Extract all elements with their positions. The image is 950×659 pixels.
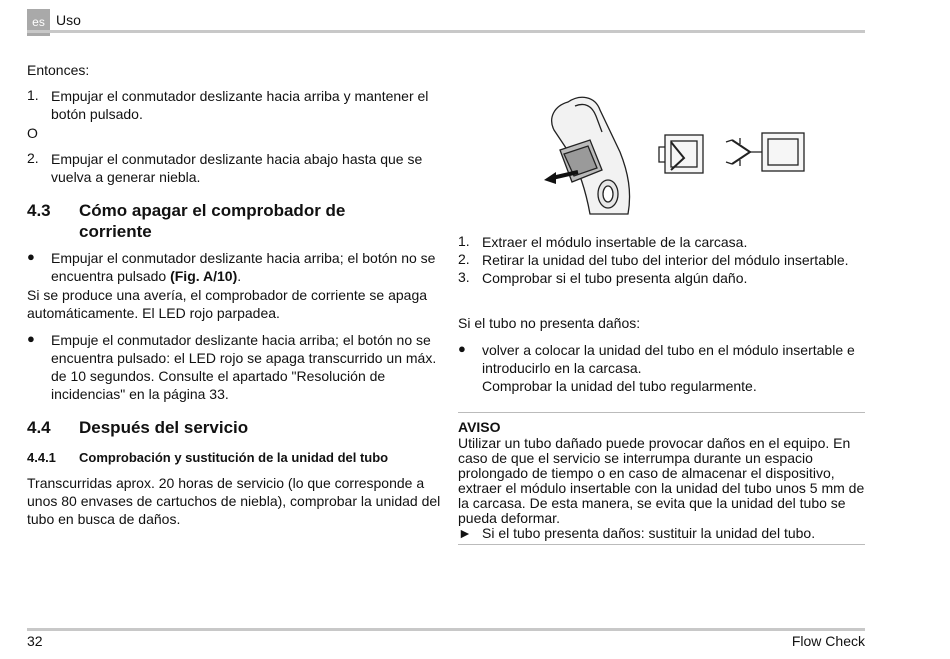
footer-rule: [27, 628, 865, 631]
header-title: Uso: [56, 12, 81, 28]
section-4-3-title: Cómo apagar el comprobador de corriente: [79, 201, 346, 241]
figure-reference: (Fig. A/10): [170, 268, 238, 284]
fault-paragraph: [27, 286, 447, 322]
section-4-4-1-paragraph: [27, 474, 447, 528]
step-2-text: Empujar el conmutador deslizante hacia abajo hasta que se vuelva a generar niebla.: [51, 151, 423, 185]
removal-step-1: [458, 233, 868, 251]
bullet-reinsert: [458, 341, 868, 395]
removal-step-3-text: Comprobar si el tubo presenta algún daño.: [482, 270, 748, 286]
notice-box: [458, 412, 865, 545]
product-name: Flow Check: [791, 633, 865, 649]
removal-step-3-number: 3.: [458, 269, 470, 285]
page-number: 32: [27, 633, 43, 649]
section-4-4-1-title: Comprobación y sustitución de la unidad del tubo: [79, 450, 389, 465]
fault-text: Si se produce una avería, el comprobador de corriente se apaga automáticamente. El LED rojo parpadea.: [27, 287, 428, 321]
header-rule: [27, 30, 865, 33]
section-4-4-1-number: 4.4.1: [27, 450, 56, 465]
or-label: O: [27, 125, 38, 141]
section-4-3-heading: [27, 200, 447, 242]
removal-step-2-number: 2.: [458, 251, 470, 267]
section-4-4-1-heading: [27, 449, 457, 467]
language-badge: es: [27, 9, 50, 36]
bullet-icon: ●: [27, 331, 35, 346]
step-2: [27, 150, 447, 186]
if-ok-text: [458, 314, 868, 332]
step-1-number: 1.: [27, 87, 39, 103]
bullet-icon: ●: [27, 249, 35, 264]
section-4-4-number: 4.4: [27, 418, 51, 437]
removal-step-2-text: Retirar la unidad del tubo del interior del módulo insertable.: [482, 252, 849, 268]
notice-action: [458, 526, 865, 541]
check-regularly-text: Comprobar la unidad del tubo regularmente.: [482, 378, 757, 394]
reinsert-text: volver a colocar la unidad del tubo en el módulo insertable e introducirlo en la carcasa.: [482, 342, 855, 376]
notice-action-text: Si el tubo presenta daños: sustituir la unidad del tubo.: [482, 525, 816, 541]
section-4-4-1-text: Transcurridas aprox. 20 horas de servicio (lo que corresponde a unos 80 envases de cartuchos de niebla), comprobar la unidad del tubo en busca de daños.: [27, 475, 441, 527]
section-4-3-number: 4.3: [27, 201, 51, 220]
step-1: [27, 87, 447, 123]
removal-step-1-text: Extraer el módulo insertable de la carcasa.: [482, 234, 748, 250]
tube-unit-illustration: [540, 92, 820, 217]
bullet-2-text: Empuje el conmutador deslizante hacia arriba; el botón no se encuentra pulsado: el LED rojo se apaga transcurrido un máx. de 10 segundos. Consulte el apartado "Resolución de incidencias" en la página 33.: [51, 332, 437, 402]
notice-text: Utilizar un tubo dañado puede provocar daños en el equipo. En caso de que el servicio se interrumpa durante un espacio prolongado de tiempo o en caso de almacenar el dispositivo, extraer el módulo insertable con la unidad del tubo unos 5 mm de la carcasa. De esta manera, se evita que la unidad del tubo se pueda deformar.: [458, 435, 865, 526]
bullet-icon: ●: [458, 341, 466, 356]
bullet-led: [27, 331, 447, 403]
removal-step-2: [458, 251, 868, 269]
step-2-number: 2.: [27, 150, 39, 166]
bullet-1-text: Empujar el conmutador deslizante hacia arriba; el botón no se encuentra pulsado: [51, 250, 436, 284]
removal-steps: [458, 233, 868, 287]
section-4-4-heading: [27, 417, 447, 438]
intro-text: [27, 61, 447, 79]
if-ok-label: Si el tubo no presenta daños:: [458, 315, 641, 331]
arrow-icon: ►: [458, 525, 472, 541]
bullet-switch-off: [27, 249, 447, 285]
removal-step-3: [458, 269, 868, 287]
step-1-text: Empujar el conmutador deslizante hacia arriba y mantener el botón pulsado.: [51, 88, 429, 122]
notice-title: AVISO: [458, 419, 501, 435]
section-4-4-title: Después del servicio: [79, 418, 249, 437]
intro-label: Entonces:: [27, 62, 90, 78]
or-text: [27, 124, 447, 142]
bullet-1-end: .: [237, 268, 242, 284]
removal-step-1-number: 1.: [458, 233, 470, 249]
